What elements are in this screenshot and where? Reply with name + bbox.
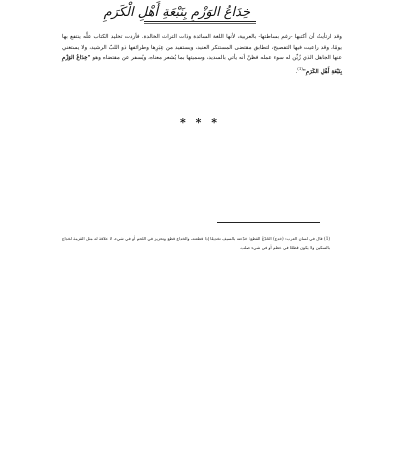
book-title-phrase: "خِدَاعُ الوَزْمِ بِنَبْعَةِ أَهْلِ الكَرَمِ" xyxy=(62,55,342,75)
paragraph-text: وقد ارتأيتُ أن أكتبها -رغم بساطتها- بالعربية، لأنها اللغة السائدة وذات التراث الخالدة. فأردت تخليد الكتاب علَّه ينتفع بها يومًا، وقد راعيت فيها التفصيح، لتطابق مقتضى المستنكر العنيد، ويستفيد من عِبَرِها وطرائفها ذو اللبّ الرشيد، ولا يستغني عنها الجاهل الذي زُيِّن له سوء عمله فظنّ أنه يأتي بالسديد، وسميتها بما يُشعر معناه، ويُسفر عن مقتضاه وهو xyxy=(62,34,342,61)
body-paragraph: وقد ارتأيتُ أن أكتبها -رغم بساطتها- بالعربية، لأنها اللغة السائدة وذات التراث الخالدة. فأردت تخليد الكتاب علَّه ينتفع بها يومًا، وقد راعيت فيها التفصيح، لتطابق مقتضى المستنكر العنيد، ويستفيد من عِبَرِها وطرائفها ذو اللبّ الرشيد، ولا يستغني عنها الجاهل الذي زُيِّن له سوء عمله فظنّ أنه يأتي بالسديد، وسميتها بما يُشعر معناه، ويُسفر عن مقتضاه وهو "خِدَاعُ الوَزْمِ بِنَبْعَةِ أَهْلِ الكَرَمِ"$^{(1)}$. xyxy=(62,34,342,75)
section-separator: * * * xyxy=(180,116,220,129)
footnote-reference[interactable]: (1) xyxy=(297,65,303,71)
footnote-text: قال في لسان العرب: (خدع) الخَدْعُ القطع؛ خدّعته بالسيف تخديعًا إذا قطعته، والخداع قطع وتحزيز في اللحم أو في شيء، لا علاقة له مثل القزمة لخداع بالسكين ولا يكون قطعًا في عظم أو في شيء صلب. xyxy=(62,236,330,250)
header-title: خِدَاعُ الوَزْمِ بِنَبْعَةِ أَهْلِ الْكَرَمِ xyxy=(103,5,250,20)
footnote-rule xyxy=(217,222,320,223)
footnote xyxy=(62,234,330,252)
header-rule-secondary xyxy=(144,23,256,24)
header-rule xyxy=(144,21,256,22)
footnote-marker: (1) xyxy=(324,236,330,241)
